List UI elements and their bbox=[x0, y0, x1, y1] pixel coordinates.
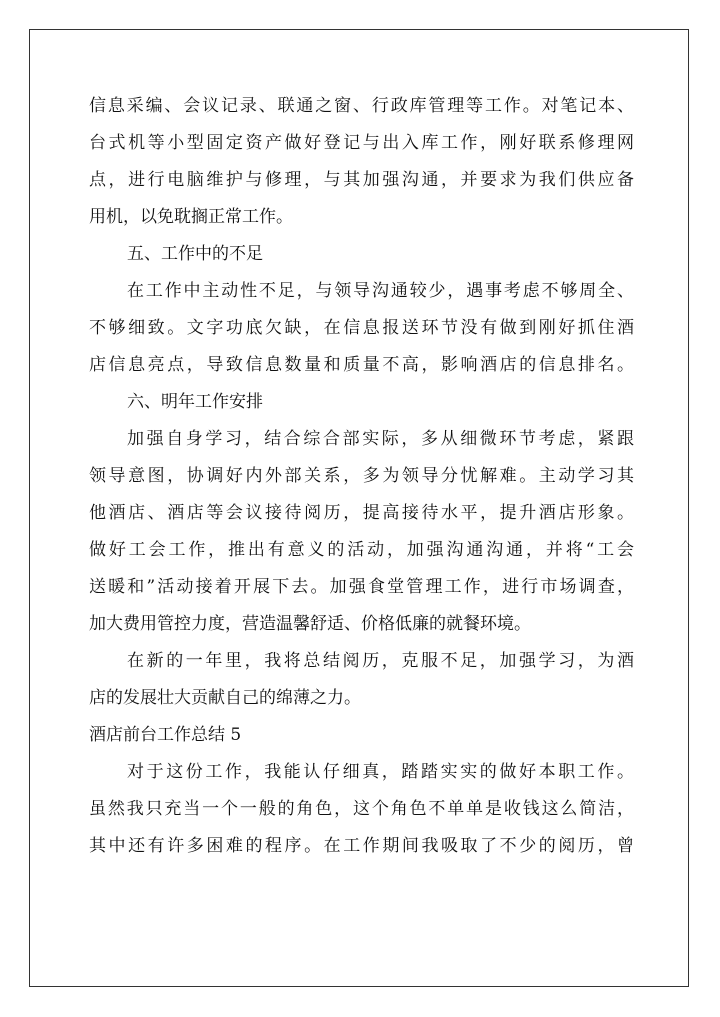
document-body bbox=[89, 88, 634, 865]
text-line: 领导意图，协调好内外部关系，多为领导分忧解难。主动学习其 bbox=[89, 466, 634, 486]
text-line: 其中还有许多困难的程序。在工作期间我吸取了不少的阅历，曾 bbox=[89, 836, 634, 856]
text-line: 点，进行电脑维护与修理，与其加强沟通，并要求为我们供应备 bbox=[89, 170, 634, 190]
text-line: 他酒店、酒店等会议接待阅历，提高接待水平，提升酒店形象。 bbox=[89, 503, 634, 523]
text-line: 加强自身学习，结合综合部实际，多从细微环节考虑，紧跟 bbox=[127, 429, 634, 449]
section-heading: 五、工作中的不足 bbox=[127, 244, 263, 264]
text-line: 虽然我只充当一个一般的角色，这个角色不单单是收钱这么简洁， bbox=[89, 799, 634, 819]
text-line: 在新的一年里，我将总结阅历，克服不足，加强学习，为酒 bbox=[127, 651, 634, 671]
text-line: 对于这份工作，我能认仔细真，踏踏实实的做好本职工作。 bbox=[127, 762, 634, 782]
text-line: 做好工会工作，推出有意义的活动，加强沟通沟通，并将“工会 bbox=[89, 540, 634, 560]
text-line: 信息采编、会议记录、联通之窗、行政库管理等工作。对笔记本、 bbox=[89, 96, 634, 116]
text-line: 店信息亮点，导致信息数量和质量不高，影响酒店的信息排名。 bbox=[89, 355, 634, 375]
text-line: 店的发展壮大贡献自己的绵薄之力。 bbox=[89, 688, 361, 708]
text-line: 用机，以免耽搁正常工作。 bbox=[89, 207, 293, 227]
document-title: 酒店前台工作总结 5 bbox=[89, 725, 242, 745]
text-line: 不够细致。文字功底欠缺，在信息报送环节没有做到刚好抓住酒 bbox=[89, 318, 634, 338]
text-line: 加大费用管控力度，营造温馨舒适、价格低廉的就餐环境。 bbox=[89, 614, 531, 634]
section-heading: 六、明年工作安排 bbox=[127, 392, 263, 412]
text-line: 送暖和”活动接着开展下去。加强食堂管理工作，进行市场调查， bbox=[89, 577, 634, 597]
text-line: 在工作中主动性不足，与领导沟通较少，遇事考虑不够周全、 bbox=[127, 281, 634, 301]
text-line: 台式机等小型固定资产做好登记与出入库工作，刚好联系修理网 bbox=[89, 133, 634, 153]
